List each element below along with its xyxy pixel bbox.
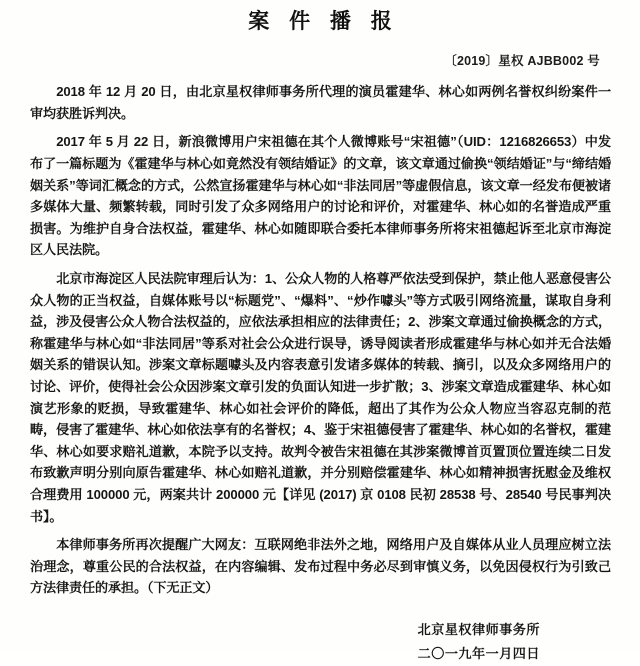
page-title: 案 件 播 报 bbox=[248, 10, 399, 33]
signature-date: 二〇一九年一月四日 bbox=[417, 645, 540, 661]
paragraph-reminder: 本律师事务所再次提醒广大网友：互联网绝非法外之地，网络用户及自媒体从业人员理应树立法治理念，尊重公民的合法权益，在内容编辑、发布过程中务必尽到审慎义务，以免因侵权行为引致己方法律责任的承担。（下无正文） bbox=[30, 537, 611, 596]
paragraph-background: 2017 年 5 月 22 日，新浪微博用户宋祖德在其个人微博账号“宋祖德”（UID：1216826653）中发布了一篇标题为《霍建华与林心如竟然没有领结婚证》的文章，该文章通过偷换“领结婚证”与“缔结婚姻关系”等词汇概念的方式，公然宣扬霍建华与林心如“非法同居”等虚假信息，该文章一经发布便被诸多媒体大量、频繁转载，同时引发了众多网络用户的讨论和评价，对霍建华、林心如的名誉造成严重损害。为维护自身合法权益，霍建华、林心如随即联合委托本律师事务所将宋祖德起诉至北京市海淀区人民法院。 bbox=[30, 134, 611, 258]
document-body bbox=[26, 81, 614, 599]
paragraph-court-findings: 北京市海淀区人民法院审理后认为：1、公众人物的人格尊严依法受到保护，禁止他人恶意侵害公众人物的正当权益，自媒体账号以“标题党”、“爆料”、“炒作噱头”等方式吸引网络流量，谋取自身利益，涉及侵害公众人物合法权益的，应依法承担相应的法律责任；2、涉案文章通过偷换概念的方式，称霍建华与林心如“非法同居”等系对社会公众进行误导，诱导阅读者形成霍建华与林心如并无合法婚姻关系的错误认知。涉案文章标题噱头及内容表意引发诸多媒体的转载、摘引，以及众多网络用户的讨论、评价，使得社会公众因涉案文章引发的负面认知进一步扩散；3、涉案文章造成霍建华、林心如演艺形象的贬损，导致霍建华、林心如社会评价的降低，超出了其作为公众人物应当容忍克制的范畴，侵害了霍建华、林心如依法享有的名誉权；4、鉴于宋祖德侵害了霍建华、林心如的名誉权，霍建华、林心如要求赔礼道歉，本院予以支持。故判令被告宋祖德在其涉案微博首页置顶位置连续二日发布致歉声明分别向原告霍建华、林心如赔礼道歉，并分别赔偿霍建华、林心如精神损害抚慰金及维权合理费用 100000 元，两案共计 200000 元【详见 (2017) 京 0108 民初 28538 号、28540 号民事判决书】。 bbox=[30, 271, 611, 524]
paragraph-intro: 2018 年 12 月 20 日，由北京星权律师事务所代理的演员霍建华、林心如两例名誉权纠纷案件一审均获胜诉判决。 bbox=[30, 84, 611, 121]
signature-firm: 北京星权律师事务所 bbox=[417, 621, 540, 637]
document-number: 〔2019〕星权 AJBB002 号 bbox=[444, 54, 600, 69]
signature-block bbox=[26, 618, 614, 666]
